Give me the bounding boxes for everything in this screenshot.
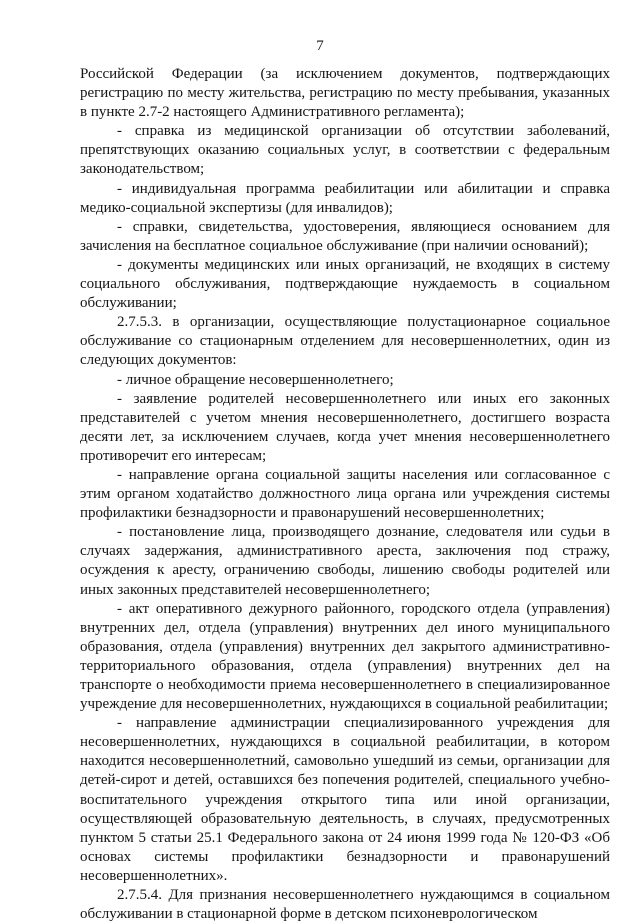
list-item-parents-statement: - заявление родителей несовершеннолетнего или иных его законных представителей с учетом мнения несовершеннолетнего, достигшего возраста десяти лет, за исключением случаев, когда учет мнения несовершеннолетнего противоречит его интересам; — [80, 390, 610, 464]
list-item-police-act: - акт оперативного дежурного районного, городского отдела (управления) внутренних дел, отдела (управления) внутренних дел иного муниципального образования, отдела (управления) внутренних дел закрытого административно-территориального образования, отдела (управления) внутренних дел на транспорте о необходимости приема несовершеннолетнего в специализированное учреждение для несовершеннолетних, нуждающихся в социальной реабилитации; — [80, 600, 610, 713]
paragraph-continuation: Российской Федерации (за исключением документов, подтверждающих регистрацию по месту жительства, регистрацию по месту пребывания, указанных в пункте 2.7-2 настоящего Административного регламента); — [80, 66, 610, 121]
document-body — [80, 65, 610, 924]
list-item-social-protection-referral: - направление органа социальной защиты населения или согласованное с этим органом ходатайство должностного лица органа или учреждения системы профилактики безнадзорности и правонарушений несовершеннолетних; — [80, 466, 610, 522]
clause-2-7-5-4: 2.7.5.4. Для признания несовершеннолетнего нуждающимся в социальном обслуживании в стационарной форме в детском психоневрологическом — [80, 887, 610, 923]
list-item-rehabilitation-program: - индивидуальная программа реабилитации или абилитации и справка медико-социальной экспертизы (для инвалидов); — [80, 180, 610, 216]
list-item-medical-certificate: - справка из медицинской организации об отсутствии заболеваний, препятствующих оказанию социальных услуг, в соответствии с федеральным законодательством; — [80, 123, 610, 178]
list-item-personal-appeal: - личное обращение несовершеннолетнего; — [117, 371, 394, 388]
page-number: 7 — [316, 38, 324, 54]
list-item-administration-referral: - направление администрации специализированного учреждения для несовершеннолетних, нуждающихся в социальной реабилитации, в котором находится несовершеннолетний, самовольно ушедший из семьи, организации для детей-сирот и детей, оставшихся без попечения родителей, специального учебно-воспитательного учреждения открытого типа или иной организации, осуществляющей образовательную деятельность, в случаях, предусмотренных пунктом 5 статьи 25.1 Федерального закона от 24 июня 1999 года № 120-ФЗ «Об основах системы профилактики безнадзорности и правонарушений несовершеннолетних». — [80, 715, 610, 884]
list-item-medical-documents: - документы медицинских или иных организаций, не входящих в систему социального обслуживания, подтверждающие нуждаемость в социальном обслуживании; — [80, 256, 610, 312]
list-item-investigator-resolution: - постановление лица, производящего дознание, следователя или судьи в случаях задержания, административного ареста, заключения под стражу, осуждения к аресту, ограничению свободы, лишению свободы родителей или иных законных представителей несовершеннолетнего; — [80, 524, 610, 598]
list-item-certificates: - справки, свидетельства, удостоверения, являющиеся основанием для зачисления на бесплатное социальное обслуживание (при наличии оснований); — [80, 218, 610, 254]
clause-2-7-5-3: 2.7.5.3. в организации, осуществляющие полустационарное социальное обслуживание со стационарным отделением для несовершеннолетних, один из следующих документов: — [80, 314, 610, 369]
